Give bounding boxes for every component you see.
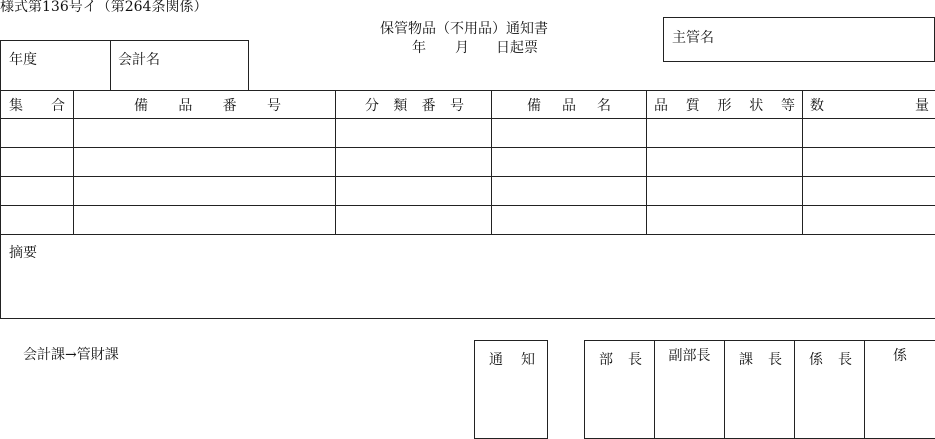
header-quantity: [803, 91, 935, 119]
header-char: 課: [739, 352, 753, 368]
table-cell[interactable]: [74, 119, 336, 148]
table-row: [1, 119, 935, 148]
header-char: 名: [597, 97, 611, 114]
header-char: 備: [134, 97, 148, 114]
table-cell[interactable]: [803, 119, 935, 148]
header-char: 長: [628, 352, 642, 368]
fiscal-year-label: 年度: [9, 52, 37, 68]
notice-stamp-box: [474, 340, 548, 439]
account-name-label: 会計名: [118, 52, 160, 68]
header-char: 号: [449, 97, 464, 114]
table-cell[interactable]: [336, 177, 492, 206]
header-char: 長: [838, 352, 852, 368]
table-cell[interactable]: [1, 119, 74, 148]
table-cell[interactable]: [647, 148, 803, 177]
header-equipment-name: [492, 91, 647, 119]
date-year-label: 年: [412, 40, 426, 56]
table-cell[interactable]: [74, 177, 336, 206]
header-char: 知: [521, 352, 535, 368]
header-classification-number: [336, 91, 492, 119]
stamp-deputy-department-head-label: 副部長: [668, 348, 711, 364]
table-cell[interactable]: [492, 119, 647, 148]
supervisor-box: [663, 17, 935, 62]
header-collection-text: [1, 91, 73, 118]
table-cell[interactable]: [492, 148, 647, 177]
header-char: 質: [685, 97, 700, 114]
table-cell[interactable]: [647, 119, 803, 148]
date-day-issue-label: 日起票: [496, 40, 538, 56]
header-char: 合: [51, 97, 65, 114]
summary-cell[interactable]: [1, 235, 935, 319]
header-char: 品: [654, 97, 668, 114]
stamp-deputy-department-head[interactable]: [655, 341, 725, 439]
stamp-section-chief[interactable]: [725, 341, 795, 439]
fiscal-account-box: [0, 40, 249, 91]
header-char: 番: [421, 97, 436, 114]
table-cell[interactable]: [74, 148, 336, 177]
header-char: 類: [393, 97, 408, 114]
table-cell[interactable]: [74, 206, 336, 235]
header-char: 号: [266, 97, 281, 114]
notice-label: [475, 341, 547, 369]
approval-stamps: [584, 340, 935, 439]
header-char: 等: [781, 97, 795, 114]
table-row: [1, 148, 935, 177]
table-cell[interactable]: [647, 177, 803, 206]
table-header-row: [1, 91, 935, 119]
table-cell[interactable]: [336, 206, 492, 235]
form-style-number: 様式第136号イ（第264条関係）: [0, 0, 208, 15]
items-table: [0, 90, 935, 319]
table-cell[interactable]: [492, 206, 647, 235]
table-cell[interactable]: [1, 177, 74, 206]
summary-label: 摘要: [9, 245, 37, 261]
header-char: 形: [717, 97, 732, 114]
header-quality-shape: [647, 91, 803, 119]
header-char: 備: [527, 97, 541, 114]
table-cell[interactable]: [647, 206, 803, 235]
header-char: 品: [562, 97, 576, 114]
header-char: 量: [915, 97, 929, 114]
table-row: [1, 206, 935, 235]
table-cell[interactable]: [492, 177, 647, 206]
header-char: 数: [810, 97, 824, 114]
table-row: [1, 177, 935, 206]
header-char: 品: [178, 97, 193, 114]
header-equipment-number: [74, 91, 336, 119]
header-char: 長: [768, 352, 782, 368]
supervisor-label: 主管名: [672, 30, 714, 46]
table-cell[interactable]: [803, 148, 935, 177]
table-cell[interactable]: [336, 119, 492, 148]
header-char: 番: [222, 97, 237, 114]
stamp-staff[interactable]: [865, 341, 935, 439]
form-title: 保管物品（不用品）通知書: [380, 21, 548, 37]
stamp-subsection-chief[interactable]: [795, 341, 865, 439]
stamp-department-head[interactable]: [585, 341, 655, 439]
table-cell[interactable]: [336, 148, 492, 177]
header-char: 状: [749, 97, 764, 114]
header-char: 部: [599, 352, 613, 368]
stamp-staff-label: 係: [893, 348, 907, 364]
header-char: 係: [809, 352, 823, 368]
table-cell[interactable]: [803, 206, 935, 235]
header-char: 集: [9, 97, 23, 114]
routing-text: 会計課→管財課: [23, 347, 119, 363]
notice-stamp-cell[interactable]: [475, 341, 548, 439]
header-char: 通: [489, 352, 503, 368]
header-collection: [1, 91, 74, 119]
date-month-label: 月: [455, 40, 469, 56]
header-char: 分: [365, 97, 379, 114]
table-cell[interactable]: [1, 206, 74, 235]
table-cell[interactable]: [1, 148, 74, 177]
table-cell[interactable]: [803, 177, 935, 206]
fiscal-account-divider: [110, 41, 111, 90]
summary-row: [1, 235, 935, 319]
